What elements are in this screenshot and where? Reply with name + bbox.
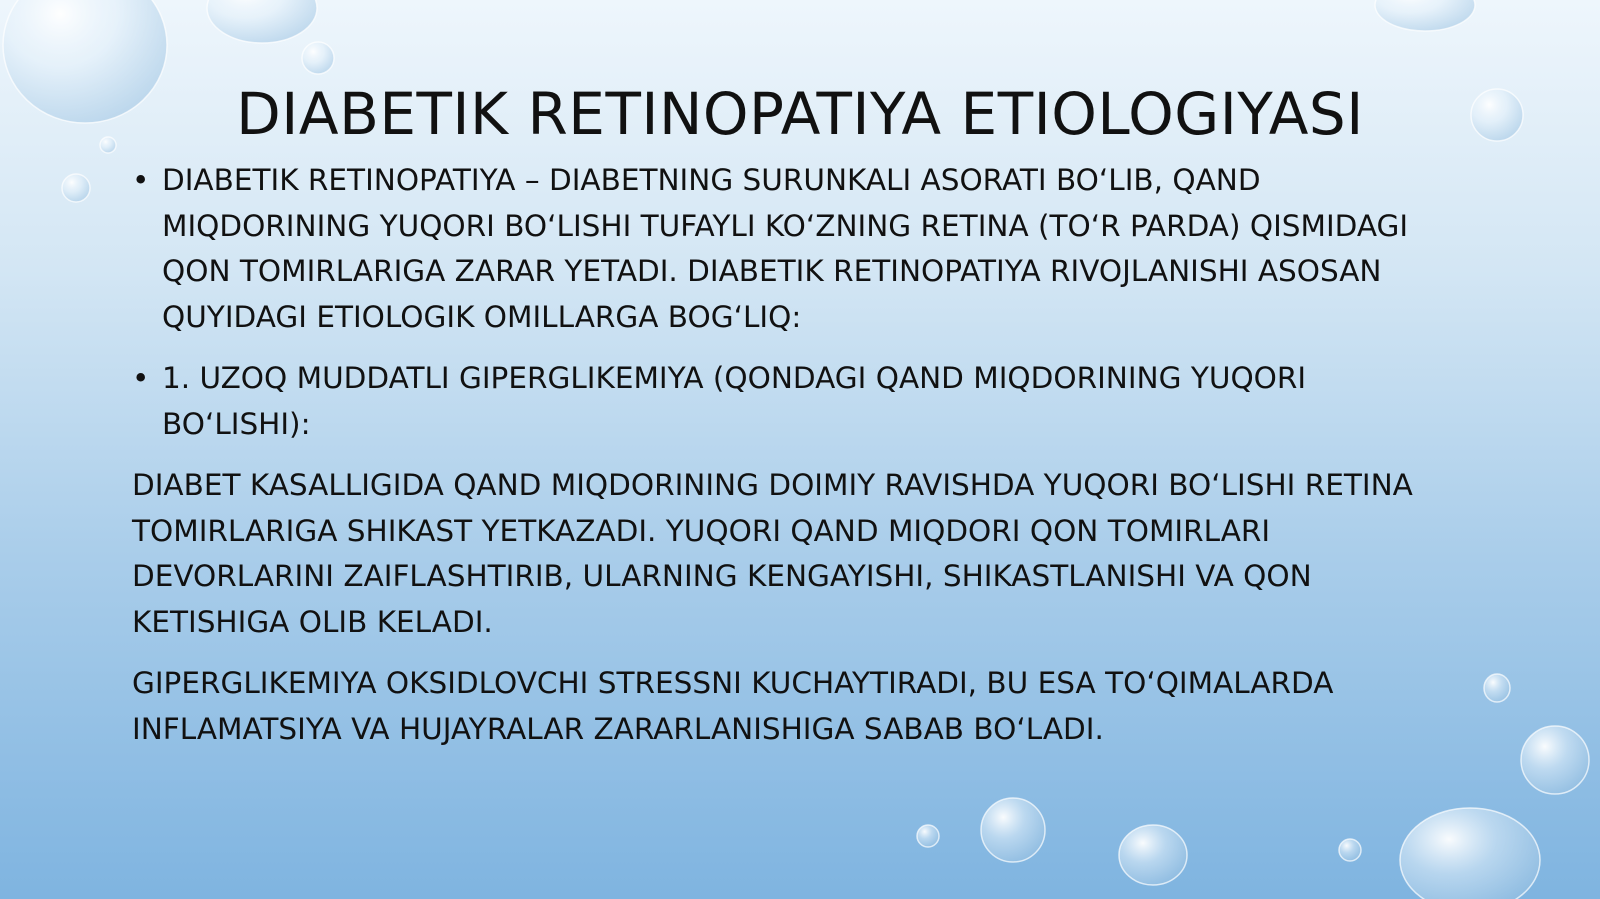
- bullet-dot: •: [132, 163, 150, 197]
- droplet: [207, 0, 317, 43]
- droplet: [1119, 825, 1187, 885]
- droplet: [302, 42, 334, 74]
- bullet-item-definition: [132, 158, 1462, 340]
- bullet-item-hyperglycemia: [132, 356, 1462, 447]
- bullet-dot: •: [132, 361, 150, 395]
- slide-body: [132, 158, 1462, 768]
- bullet-text: 1. UZOQ MUDDATLI GIPERGLIKEMIYA (QONDAGI QAND MIQDORINING YUQORI BO‘LISHI):: [162, 361, 1307, 441]
- droplet: [1400, 808, 1540, 899]
- droplet: [1521, 726, 1589, 794]
- droplet: [1484, 674, 1510, 702]
- paragraph-vessel-damage: DIABET KASALLIGIDA QAND MIQDORINING DOIMIY RAVISHDA YUQORI BO‘LISHI RETINA TOMIRLARIGA SHIKAST YETKAZADI. YUQORI QAND MIQDORI QON TOMIRLARI DEVORLARINI ZAIFLASHTIRIB, ULARNING KENGAYISHI, SHIKASTLANISHI VA QON KETISHIGA OLIB KELADI.: [132, 468, 1413, 639]
- bullet-text: DIABETIK RETINOPATIYA – DIABETNING SURUNKALI ASORATI BO‘LIB, QAND MIQDORINING YUQORI BO‘LISHI TUFAYLI KO‘ZNING RETINA (TO‘R PARDA) QISMIDAGI QON TOMIRLARIGA ZARAR YETADI. DIABETIK RETINOPATIYA RIVOJLANISHI ASOSAN QUYIDAGI ETIOLOGIK OMILLARGA BOG‘LIQ:: [162, 163, 1409, 334]
- droplet: [1339, 839, 1361, 861]
- droplet: [62, 174, 90, 202]
- droplet: [981, 798, 1045, 862]
- droplet: [1375, 0, 1475, 31]
- droplet: [917, 825, 939, 847]
- paragraph-oxidative-stress: GIPERGLIKEMIYA OKSIDLOVCHI STRESSNI KUCHAYTIRADI, BU ESA TO‘QIMALARDA INFLAMATSIYA VA HUJAYRALAR ZARARLANISHIGA SABAB BO‘LADI.: [132, 666, 1334, 746]
- slide-title: DIABETIK RETINOPATIYA ETIOLOGIYASI: [236, 80, 1364, 148]
